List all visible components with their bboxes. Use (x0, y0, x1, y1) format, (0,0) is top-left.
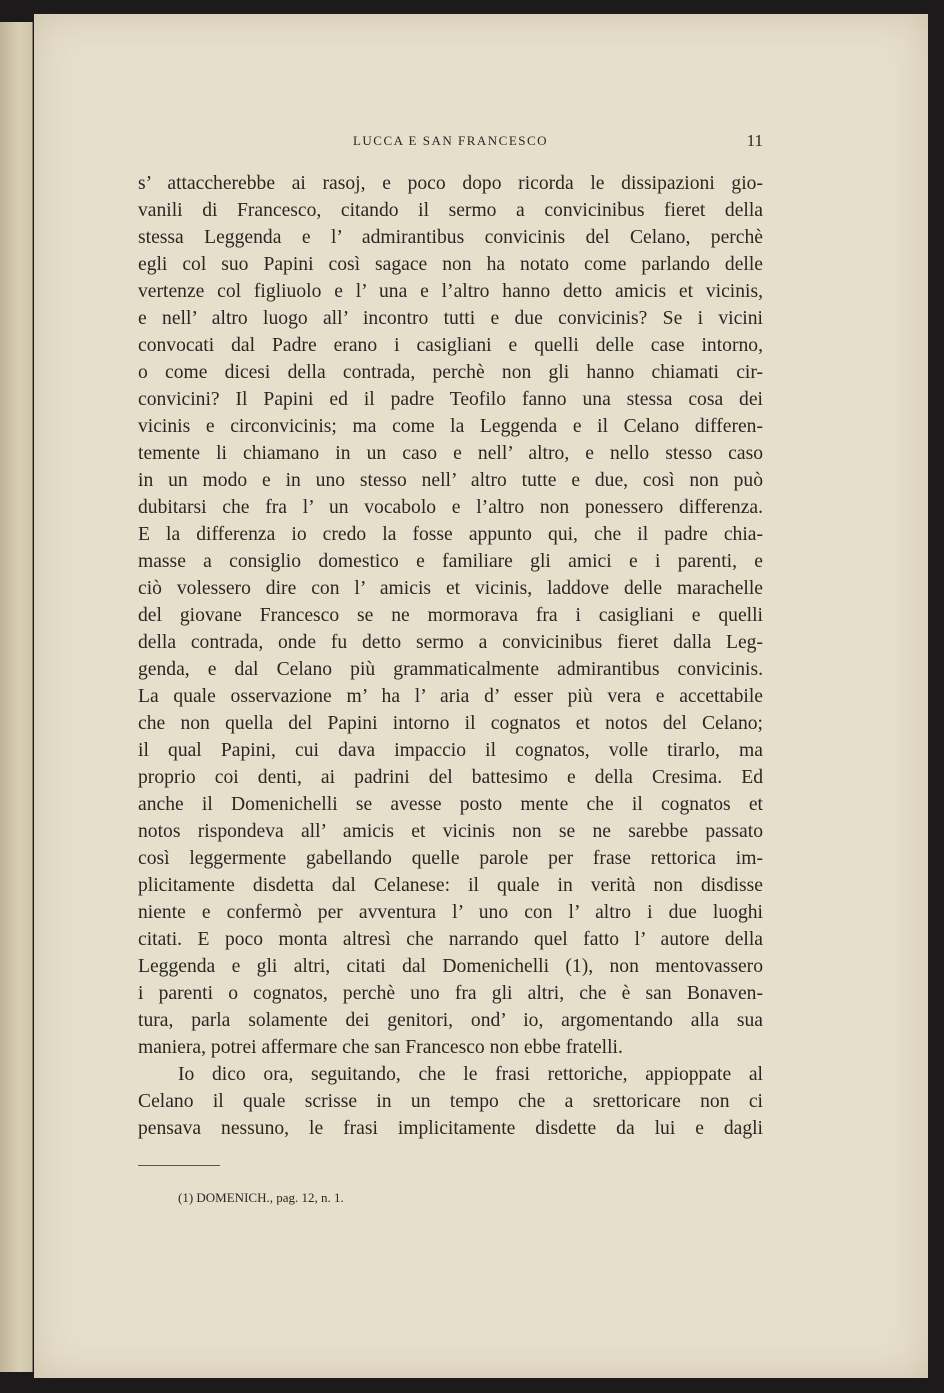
text-line: genda, e dal Celano più grammaticalmente admirantibus convicinis. (138, 659, 763, 680)
footnote-rule (138, 1165, 220, 1166)
left-page-edge (0, 22, 33, 1372)
page-number: 11 (746, 131, 763, 150)
text-line: citati. E poco monta altresì che narrando quel fatto l’ autore della (138, 929, 763, 950)
text-line: e nell’ altro luogo all’ incontro tutti e due convicinis? Se i vicini (138, 308, 763, 329)
text-line: plicitamente disdetta dal Celanese: il quale in verità non disdisse (138, 875, 763, 896)
text-line: masse a consiglio domestico e familiare gli amici e i parenti, e (138, 551, 763, 572)
text-line: che non quella del Papini intorno il cognatos et notos del Celano; (138, 713, 763, 734)
text-line: del giovane Francesco se ne mormorava fra i casigliani e quelli (138, 605, 763, 626)
text-line: vertenze col figliuolo e l’ una e l’altro hanno detto amicis et vicinis, (138, 281, 763, 302)
running-title: LUCCA E SAN FRANCESCO (352, 133, 549, 148)
text-line: tura, parla solamente dei genitori, ond’ io, argomentando alla sua (138, 1010, 763, 1031)
text-line: o come dicesi della contrada, perchè non gli hanno chiamati cir- (138, 362, 763, 383)
text-line: proprio coi denti, ai padrini del battesimo e della Cresima. Ed (138, 767, 763, 788)
text-line: convicini? Il Papini ed il padre Teofilo fanno una stessa cosa dei (138, 389, 763, 410)
book-page (34, 14, 928, 1378)
text-line: pensava nessuno, le frasi implicitamente disdette da lui e dagli (138, 1118, 763, 1139)
text-line: anche il Domenichelli se avesse posto mente che il cognatos et (138, 794, 763, 815)
text-line: i parenti o cognatos, perchè uno fra gli altri, che è san Bonaven- (138, 983, 763, 1004)
text-line: egli col suo Papini così sagace non ha notato come parlando delle (138, 254, 763, 275)
text-line: dubitarsi che fra l’ un vocabolo e l’altro non ponessero differenza. (138, 497, 763, 518)
text-line: ciò volessero dire con l’ amicis et vicinis, laddove delle marachelle (138, 578, 763, 599)
text-line: vanili di Francesco, citando il sermo a convicinibus fieret della (138, 200, 763, 221)
text-line: E la differenza io credo la fosse appunto qui, che il padre chia- (138, 524, 763, 545)
text-line: maniera, potrei affermare che san Francesco non ebbe fratelli. (138, 1037, 623, 1058)
text-line: convocati dal Padre erano i casigliani e quelli delle case intorno, (138, 335, 763, 356)
text-line: così leggermente gabellando quelle parole per frase rettorica im- (138, 848, 763, 869)
text-line: il qual Papini, cui dava impaccio il cognatos, volle tirarlo, ma (138, 740, 763, 761)
text-line: Leggenda e gli altri, citati dal Domenichelli (1), non mentovassero (138, 956, 763, 977)
page-header (138, 131, 763, 151)
text-line: della contrada, onde fu detto sermo a convicinibus fieret dalla Leg- (138, 632, 763, 653)
text-line: in un modo e in uno stesso nell’ altro tutte e due, così non può (138, 470, 763, 491)
text-line: notos rispondeva all’ amicis et vicinis non se ne sarebbe passato (138, 821, 763, 842)
text-line: niente e confermò per avventura l’ uno con l’ altro i due luoghi (138, 902, 763, 923)
text-line: s’ attaccherebbe ai rasoj, e poco dopo ricorda le dissipazioni gio- (138, 173, 763, 194)
text-line: stessa Leggenda e l’ admirantibus convicinis del Celano, perchè (138, 227, 763, 248)
text-line: temente li chiamano in un caso e nell’ altro, e nello stesso caso (138, 443, 763, 464)
text-line: vicinis e circonvicinis; ma come la Leggenda e il Celano differen- (138, 416, 763, 437)
text-line: Celano il quale scrisse in un tempo che a srettoricare non ci (138, 1091, 763, 1112)
footnote: (1) DOMENICH., pag. 12, n. 1. (178, 1190, 344, 1205)
text-line: Io dico ora, seguitando, che le frasi rettoriche, appioppate al (178, 1064, 763, 1085)
text-line: La quale osservazione m’ ha l’ aria d’ esser più vera e accettabile (138, 686, 763, 707)
